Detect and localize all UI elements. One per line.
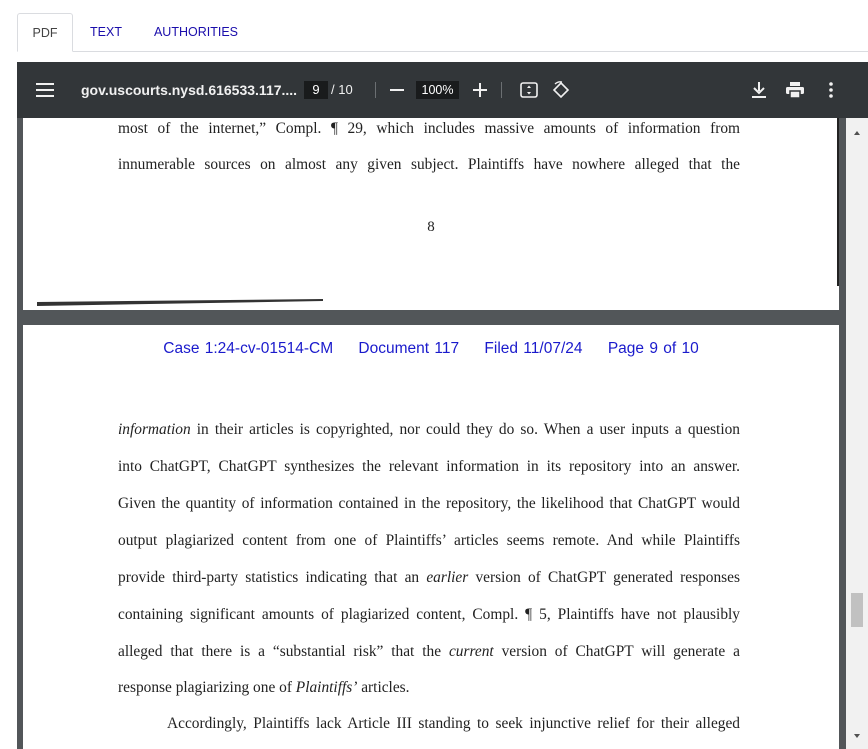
pdf-page-9 [23, 325, 839, 749]
zoom-out-icon[interactable] [385, 78, 409, 102]
document-title: gov.uscourts.nysd.616533.117.... [81, 82, 298, 98]
tab-authorities[interactable]: AUTHORITIES [153, 25, 239, 39]
page8-line-1: most of the internet,” Compl. ¶ 29, which includes massive amounts of information from [118, 120, 740, 137]
menu-icon[interactable] [33, 78, 57, 102]
vertical-scrollbar[interactable] [846, 118, 868, 749]
page-of: Page 9 of 10 [607, 340, 699, 357]
tab-pdf[interactable]: PDF [17, 13, 73, 52]
text-run: alleged that there is a “substantial risk” that the [118, 643, 449, 660]
tab-bar [0, 0, 868, 52]
text-run: version of ChatGPT will generate a [493, 643, 740, 660]
page9-line-5 [118, 568, 740, 588]
pdf-viewer [17, 62, 868, 749]
page9-line-4 [118, 531, 740, 551]
page9-line-7 [118, 642, 740, 662]
scan-edge [837, 118, 839, 286]
separator [375, 82, 376, 98]
zoom-in-icon[interactable] [468, 78, 492, 102]
page8-line-2: innumerable sources on almost any given subject. Plaintiffs have nowhere alleged that the [118, 156, 740, 173]
page-number: 8 [427, 219, 435, 235]
text-run: version of ChatGPT generated responses [468, 569, 740, 586]
page9-line-6 [118, 605, 740, 625]
more-options-icon[interactable] [819, 78, 843, 102]
text-run: Accordingly, Plaintiffs lack Article III standing to seek injunctive relief for their alleged [167, 715, 740, 732]
text-run: in their articles is copyrighted, nor could they do so. When a user inputs a question [190, 421, 740, 438]
text-run: information [118, 421, 191, 438]
tab-text[interactable]: TEXT [90, 25, 122, 39]
filed-date: Filed 11/07/24 [484, 340, 583, 357]
page9-line-1 [118, 420, 740, 440]
fit-page-icon[interactable] [517, 78, 541, 102]
case-header [23, 340, 839, 358]
text-run: into ChatGPT, ChatGPT synthesizes the relevant information in its repository into an answer. [118, 458, 740, 475]
text-run: Plaintiffs’ [295, 679, 358, 696]
text-run: earlier [426, 569, 469, 586]
scan-artifact-line [23, 298, 839, 310]
text-run: response plagiarizing one of [118, 679, 296, 696]
page9-line-3 [118, 494, 740, 514]
page9-line-9 [167, 714, 740, 734]
separator [501, 82, 502, 98]
page9-line-2 [118, 457, 740, 477]
rotate-icon[interactable] [549, 78, 573, 102]
scroll-up-icon[interactable] [852, 124, 862, 142]
print-icon[interactable] [783, 78, 807, 102]
document-number: Document 117 [358, 340, 460, 357]
download-icon[interactable] [747, 78, 771, 102]
page9-line-8 [118, 678, 740, 698]
text-run: output plagiarized content from one of Plaintiffs’ articles seems remote. And while Plaintiffs [118, 532, 740, 549]
text-run: provide third-party statistics indicating that an [118, 569, 427, 586]
scroll-down-icon[interactable] [852, 727, 862, 745]
text-run: current [448, 643, 494, 660]
page-total: / 10 [331, 82, 353, 97]
text-run: containing significant amounts of plagiarized content, Compl. ¶ 5, Plaintiffs have not plausibly [118, 606, 740, 623]
text-run: Given the quantity of information contained in the repository, the likelihood that ChatGPT would [118, 495, 740, 512]
page-number-input[interactable]: 9 [304, 81, 328, 99]
scrollbar-thumb[interactable] [851, 593, 863, 627]
case-number: Case 1:24-cv-01514-CM [163, 340, 334, 357]
pdf-toolbar [17, 62, 868, 118]
zoom-input[interactable]: 100% [416, 81, 459, 99]
text-run: articles. [357, 679, 410, 696]
